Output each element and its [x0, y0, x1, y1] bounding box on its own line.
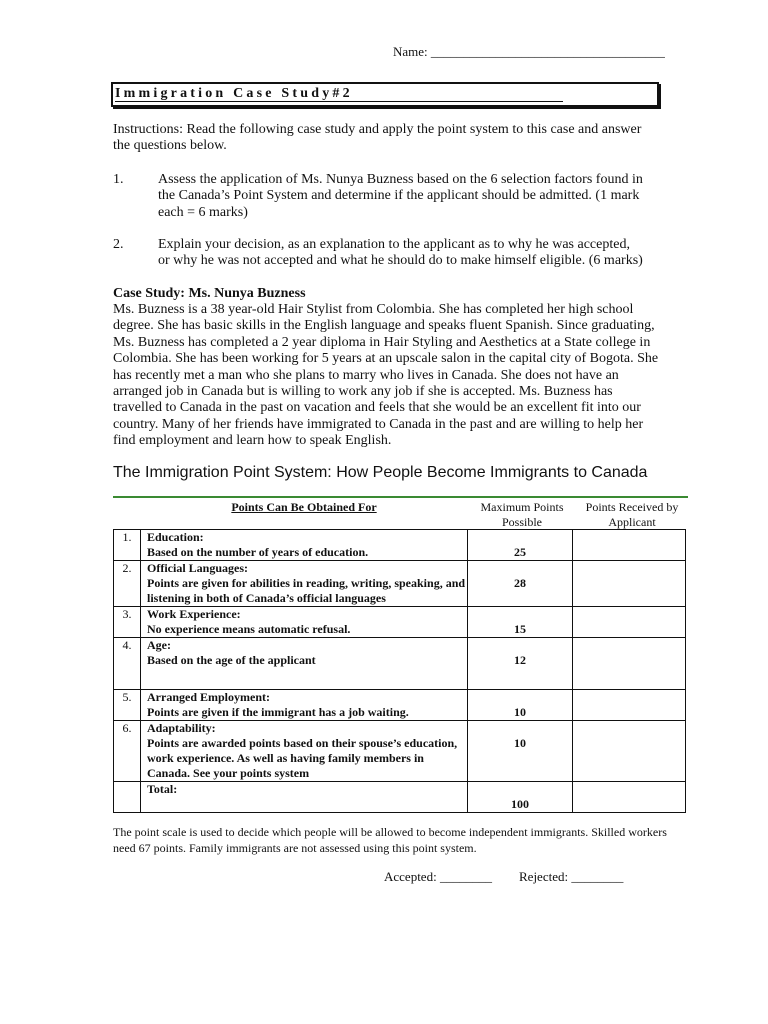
row-received-input[interactable]: [573, 530, 686, 561]
row-detail: Points are given if the immigrant has a job waiting.: [147, 705, 409, 719]
row-description: [141, 690, 468, 721]
table-row: [114, 721, 686, 782]
table-row: [114, 690, 686, 721]
name-field[interactable]: Name: ____________________________________: [393, 44, 665, 59]
row-title: Adaptability:: [147, 721, 216, 735]
row-number: 4.: [114, 638, 141, 690]
row-max-points: 25: [468, 530, 573, 561]
question-1-text: Assess the application of Ms. Nunya Buzness based on the 6 selection factors found in the Canada’s Point System and determine if the applicant should be admitted. (1 mark each = 6 marks): [158, 172, 643, 220]
table-row: [114, 530, 686, 561]
table-row: [114, 561, 686, 607]
row-received-input[interactable]: [573, 721, 686, 782]
case-study-body: Ms. Buzness is a 38 year-old Hair Stylist from Colombia. She has completed her high school degree. She has basic skills in the English language and speaks fluent Spanish. Since graduating, Ms. Buzness has completed a 2 year diploma in Hair Styling and Aesthetics at a State college in Colombia. She has been working for 5 years at an upscale salon in the capital city of Bogota. She has recently met a man who she plans to marry who lives in Canada. She does not have an arranged job in Canada but is willing to work any job if she is accepted. Ms. Buzness has travelled to Canada in the past on vacation and feels that she would be an excellent fit into our country. Many of her friends have immigrated to Canada in the past and are willing to help her find employment and learn how to speak English.: [113, 302, 659, 449]
row-title: Work Experience:: [147, 607, 241, 621]
row-description: [141, 638, 468, 690]
points-table: [113, 529, 686, 813]
section-divider: [113, 496, 688, 498]
row-max-points: 15: [468, 607, 573, 638]
row-max-points: 28: [468, 561, 573, 607]
row-max-points: 10: [468, 721, 573, 782]
row-received-input[interactable]: [573, 607, 686, 638]
row-number: 5.: [114, 690, 141, 721]
question-2-number: 2.: [113, 237, 124, 252]
table-row-total: [114, 782, 686, 813]
row-description: [141, 721, 468, 782]
column-header-points-for: Points Can Be Obtained For: [231, 500, 377, 514]
table-row: [114, 638, 686, 690]
row-title: Age:: [147, 638, 171, 652]
total-label: Total:: [141, 782, 468, 813]
case-study-heading: Case Study: Ms. Nunya Buzness: [113, 286, 306, 301]
question-1-number: 1.: [113, 172, 124, 187]
title-box: [111, 82, 659, 107]
row-number: 3.: [114, 607, 141, 638]
row-detail: Based on the age of the applicant: [147, 653, 316, 667]
point-system-title: The Immigration Point System: How People Become Immigrants to Canada: [113, 464, 648, 481]
row-received-input[interactable]: [573, 561, 686, 607]
row-detail: No experience means automatic refusal.: [147, 622, 351, 636]
question-2-text: Explain your decision, as an explanation to the applicant as to why he was accepted, or why he was not accepted and what he should do to make himself eligible. (6 marks): [158, 237, 643, 269]
row-detail: Based on the number of years of education.: [147, 545, 369, 559]
row-number: 1.: [114, 530, 141, 561]
row-received-input[interactable]: [573, 638, 686, 690]
row-max-points: 10: [468, 690, 573, 721]
page-title: Immigration Case Study#2: [115, 86, 563, 102]
column-header-max: Maximum Points Possible: [480, 500, 564, 529]
table-row: [114, 607, 686, 638]
row-number: 2.: [114, 561, 141, 607]
row-detail: Points are awarded points based on their spouse’s education, work experience. As well as having family members in Canada. See your points system: [147, 736, 458, 780]
column-header-received: Points Received by Applicant: [585, 500, 679, 529]
row-title: Education:: [147, 530, 204, 544]
row-title: Official Languages:: [147, 561, 248, 575]
instructions: Instructions: Read the following case study and apply the point system to this case and answer the questions below.: [113, 122, 642, 154]
total-received-input[interactable]: [573, 782, 686, 813]
total-max-points: 100: [468, 782, 573, 813]
row-description: [141, 530, 468, 561]
row-number: 6.: [114, 721, 141, 782]
row-title: Arranged Employment:: [147, 690, 270, 704]
row-description: [141, 561, 468, 607]
row-detail: Points are given for abilities in reading, writing, speaking, and listening in both of Canada’s official languages: [147, 576, 466, 605]
footnote: The point scale is used to decide which people will be allowed to become independent immigrants. Skilled workers need 67 points. Family immigrants are not assessed using this point system.: [113, 825, 667, 855]
row-received-input[interactable]: [573, 690, 686, 721]
row-description: [141, 607, 468, 638]
accepted-field[interactable]: Accepted: ________: [384, 869, 492, 884]
row-max-points: 12: [468, 638, 573, 690]
rejected-field[interactable]: Rejected: ________: [519, 869, 624, 884]
